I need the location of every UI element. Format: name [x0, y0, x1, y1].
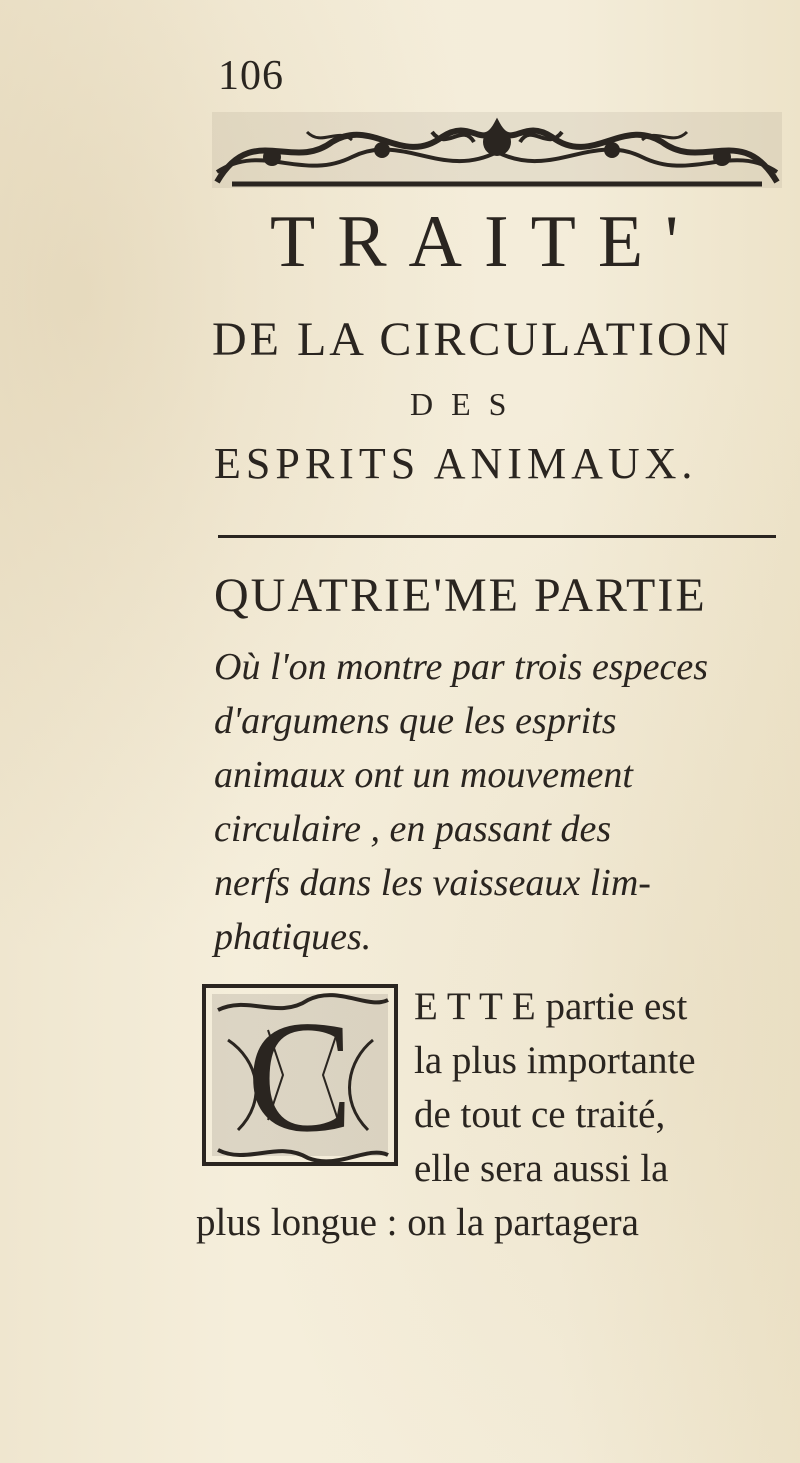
part-summary — [214, 640, 774, 964]
summary-line: Où l'on montre par trois especes — [214, 646, 708, 688]
subtitle-line-2: DES — [410, 386, 525, 422]
decorated-initial — [198, 980, 402, 1170]
page-number: 106 — [218, 53, 284, 99]
summary-line: animaux ont un mouvement — [214, 754, 633, 796]
part-heading: QUATRIE'ME PARTIE — [214, 569, 707, 622]
subtitle-line-1: DE LA CIRCULATION — [212, 313, 733, 366]
horizontal-rule — [218, 535, 776, 538]
subtitle-line-3: ESPRITS ANIMAUX. — [214, 439, 698, 488]
summary-line: nerfs dans les vaisseaux lim- — [214, 862, 651, 904]
body-line: plus longue : on la partagera — [196, 1201, 639, 1244]
body-line: de tout ce traité, — [414, 1093, 666, 1136]
body-text — [414, 980, 784, 1196]
body-line: E T T E partie est — [414, 985, 688, 1028]
book-title: TRAITE' — [270, 201, 701, 283]
summary-line: phatiques. — [214, 916, 372, 958]
ornamental-headpiece — [212, 112, 782, 188]
body-line: elle sera aussi la — [414, 1147, 669, 1190]
summary-line: circulaire , en passant des — [214, 808, 612, 850]
drop-cap-letter: C — [246, 987, 354, 1165]
summary-line: d'argumens que les esprits — [214, 700, 617, 742]
body-line: la plus importante — [414, 1039, 696, 1082]
